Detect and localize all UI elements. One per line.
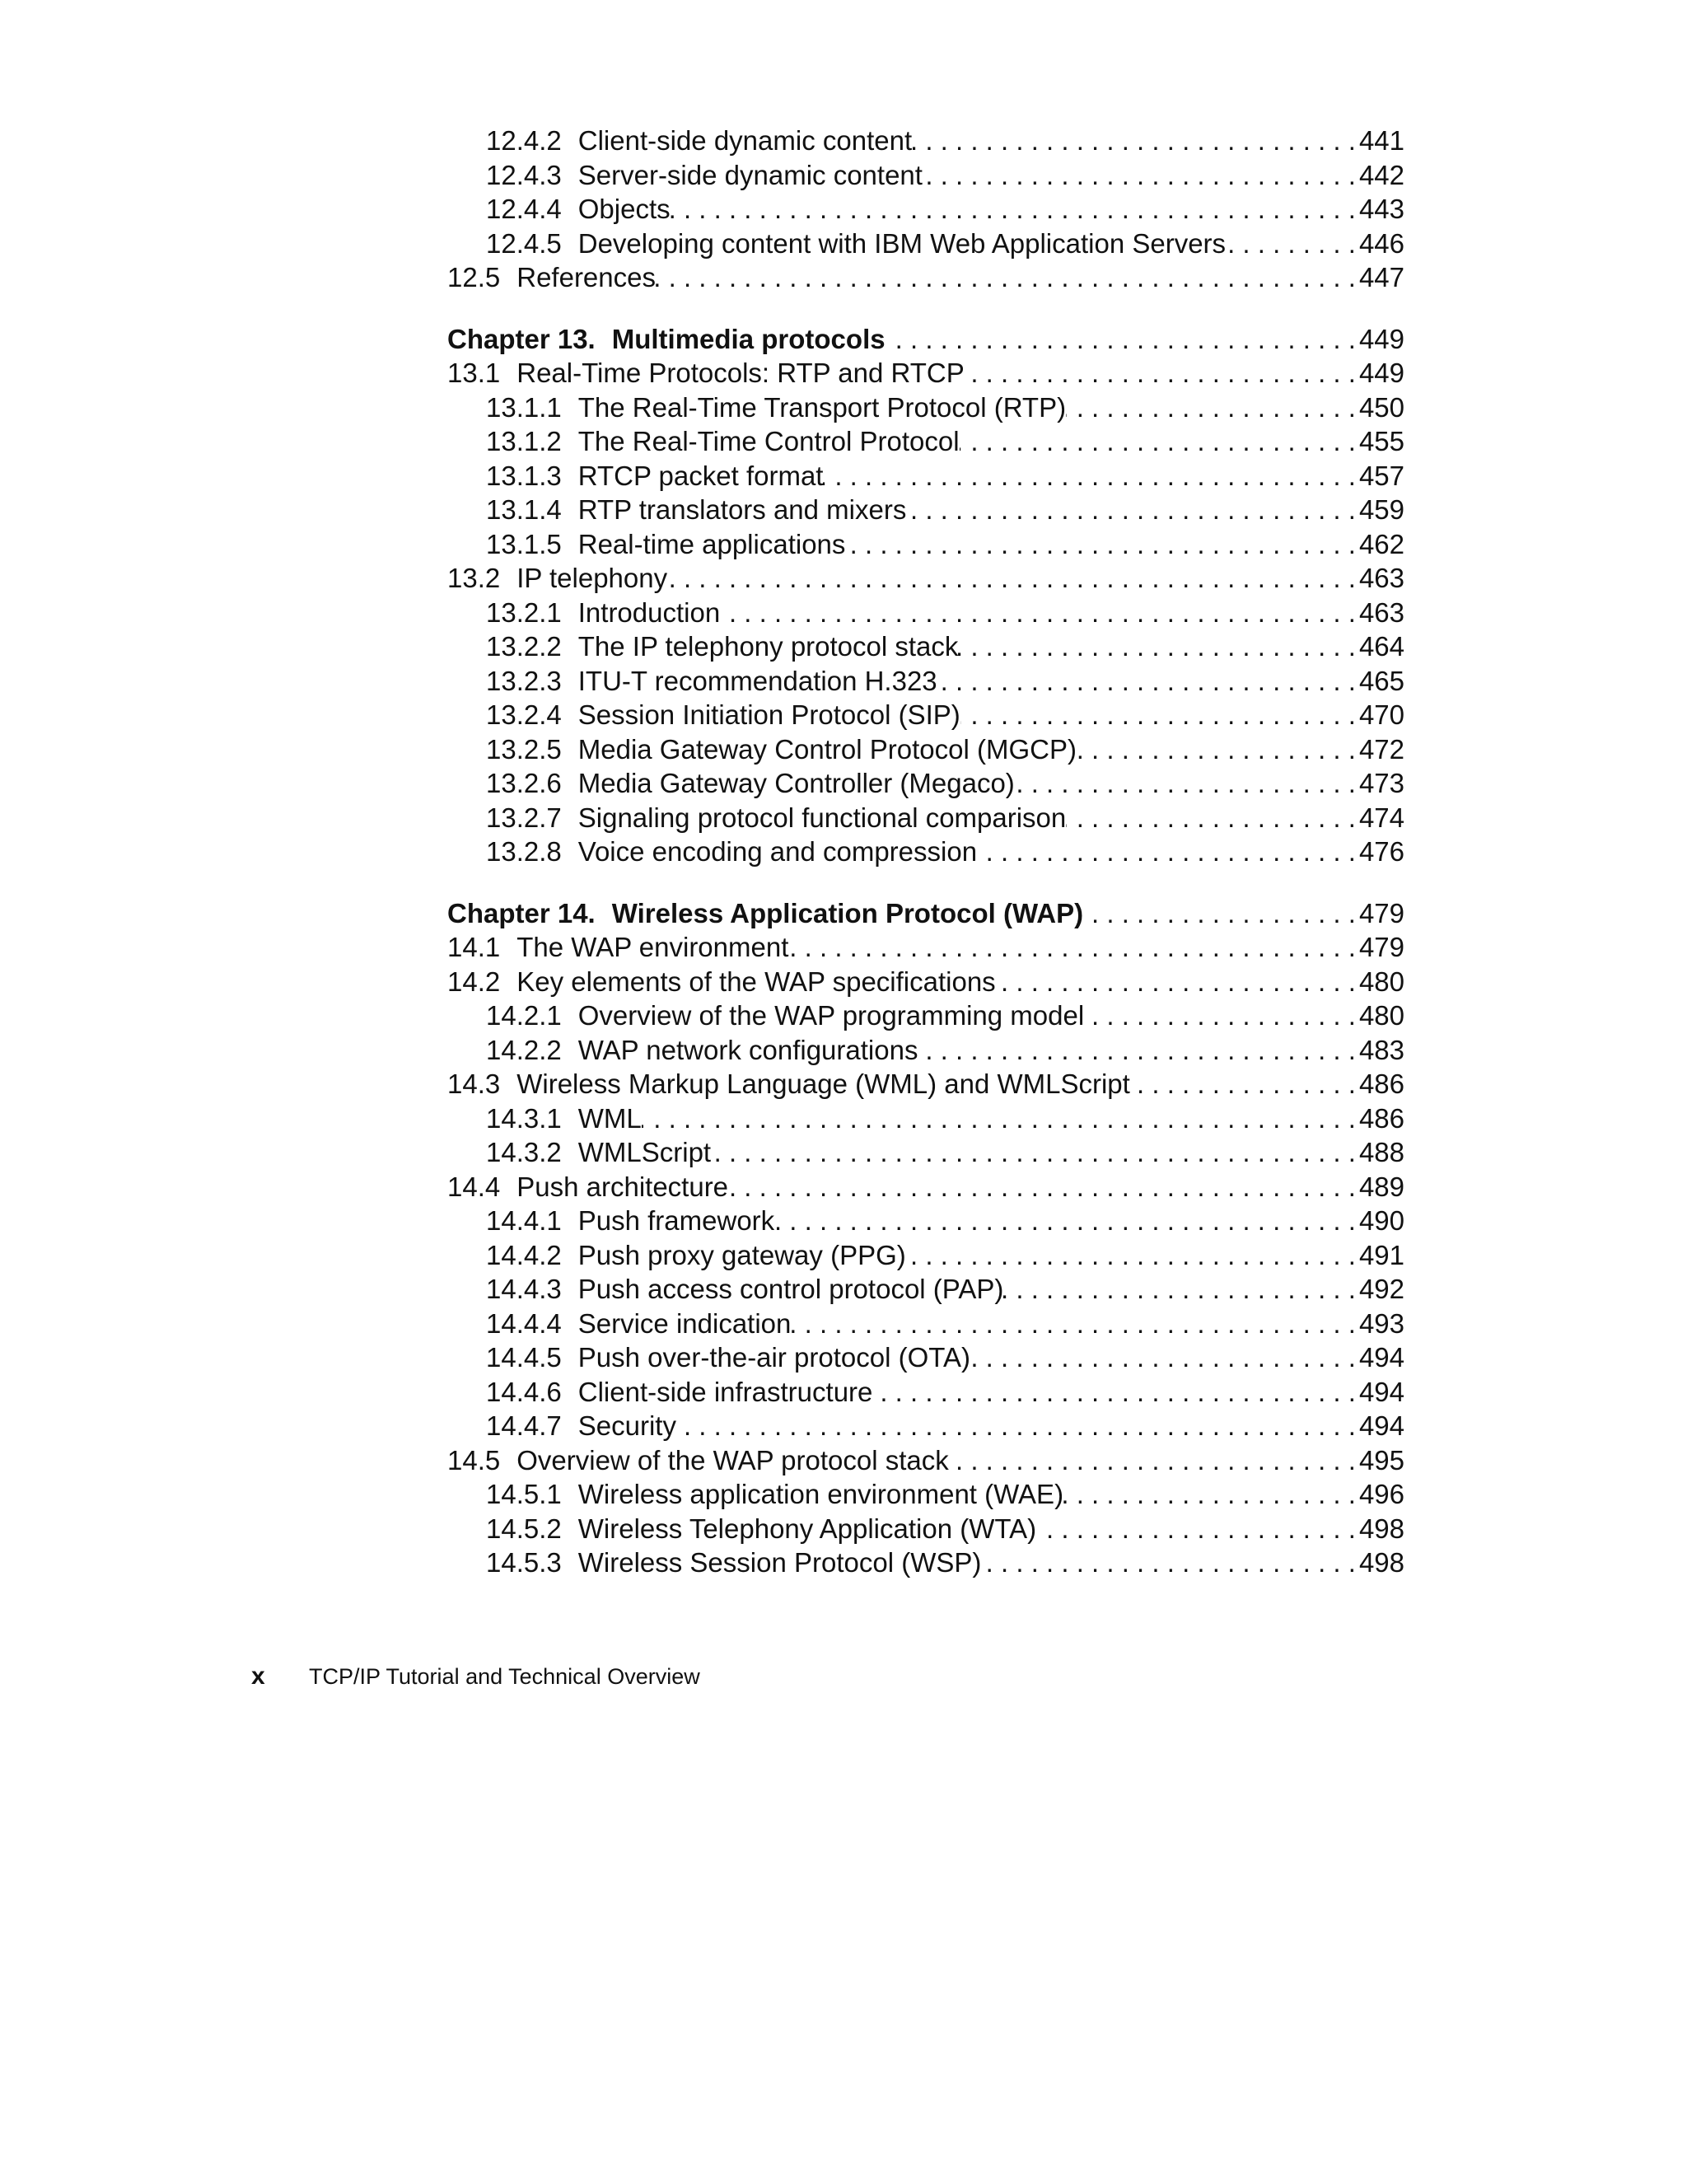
dot-leader [1063, 1477, 1356, 1512]
toc-entry-number: 12.4.3 [486, 159, 562, 190]
toc-entry-number: 14.4.2 [486, 1239, 562, 1270]
toc-entry-number: 13.2.2 [486, 631, 562, 662]
toc-entry-number: 14.4.1 [486, 1205, 562, 1236]
toc-entry[interactable] [447, 561, 1404, 596]
toc-entry-page: 464 [1358, 631, 1404, 662]
dot-leader [1130, 1067, 1356, 1101]
toc-entry[interactable] [447, 930, 1404, 965]
toc-entry-page: 494 [1358, 1410, 1404, 1441]
toc-entry[interactable] [447, 664, 1404, 699]
toc-entry-number: 12.5 [447, 262, 501, 292]
toc-entry-page: 479 [1358, 932, 1404, 962]
toc-entry-title: The Real-Time Transport Protocol (RTP) [577, 391, 1067, 423]
toc-entry-number: 14.4.6 [486, 1376, 562, 1407]
toc-entry[interactable] [447, 227, 1404, 261]
toc-entry-number: 13.2.4 [486, 699, 562, 730]
dot-leader [970, 1340, 1356, 1375]
toc-entry-number: 12.4.2 [486, 125, 562, 156]
dot-leader [958, 629, 1356, 664]
toc-entry-page: 480 [1358, 966, 1404, 997]
toc-entry[interactable] [447, 629, 1404, 664]
dot-leader [960, 698, 1356, 732]
dot-leader [960, 424, 1356, 459]
toc-entry[interactable] [447, 1272, 1404, 1307]
toc-entry[interactable] [447, 1546, 1404, 1580]
toc-entry-number: 13.2.5 [486, 733, 562, 765]
dot-leader [1066, 801, 1356, 835]
dot-leader [1066, 391, 1356, 425]
toc-entry-page: 493 [1358, 1307, 1404, 1339]
dot-leader [1084, 998, 1356, 1033]
toc-entry[interactable] [447, 732, 1404, 767]
book-title: TCP/IP Tutorial and Technical Overview [309, 1664, 700, 1689]
toc-entry-page: 474 [1358, 802, 1404, 833]
toc-entry-title: Push proxy gateway (PPG) [577, 1239, 906, 1270]
toc-entry[interactable] [447, 1135, 1404, 1170]
toc-entry-title: Media Gateway Control Protocol (MGCP) [577, 733, 1077, 765]
dot-leader [918, 1033, 1355, 1068]
page-number: x [251, 1663, 265, 1690]
toc-entry[interactable] [447, 391, 1404, 425]
dot-leader [1036, 1512, 1356, 1546]
toc-entry-page: 442 [1358, 159, 1404, 190]
toc-chapter-entry[interactable] [447, 322, 1404, 357]
table-of-contents [447, 124, 1404, 1580]
toc-entry-page: 463 [1358, 596, 1404, 628]
dot-leader [965, 356, 1356, 391]
toc-entry-title: Signaling protocol functional comparison [577, 802, 1067, 833]
dot-leader [949, 1443, 1356, 1478]
toc-entry-number: 13.1.1 [486, 391, 562, 423]
dot-leader [912, 124, 1356, 158]
toc-entry-page: 465 [1358, 665, 1404, 696]
toc-entry-number: 14.2 [447, 966, 501, 997]
toc-entry-title: ITU-T recommendation H.323 [577, 665, 937, 696]
toc-entry-title: WML [577, 1102, 642, 1134]
toc-entry-page: 494 [1358, 1342, 1404, 1373]
dot-leader [1003, 1272, 1356, 1307]
toc-entry-title: Overview of the WAP protocol stack [516, 1444, 949, 1475]
toc-entry-title: Wireless Telephony Application (WTA) [577, 1513, 1037, 1544]
toc-entry-number: 13.1.3 [486, 460, 562, 491]
toc-entry[interactable] [447, 801, 1404, 835]
toc-entry-number: 13.2.1 [486, 596, 562, 628]
toc-entry[interactable] [447, 1512, 1404, 1546]
toc-entry-title: RTP translators and mixers [577, 494, 907, 525]
toc-entry-number: Chapter 14. [447, 897, 596, 928]
toc-entry-title: Push framework [577, 1205, 775, 1236]
toc-entry-page: 491 [1358, 1239, 1404, 1270]
toc-entry-number: 13.1.4 [486, 494, 562, 525]
toc-entry-page: 450 [1358, 391, 1404, 423]
toc-entry-number: 14.4.5 [486, 1342, 562, 1373]
dot-leader [1015, 766, 1356, 801]
toc-entry-number: 14.2.1 [486, 1000, 562, 1031]
dot-leader [671, 192, 1356, 227]
dot-leader [788, 930, 1356, 965]
toc-entry-number: 13.2.8 [486, 836, 562, 867]
toc-entry-page: 449 [1358, 323, 1404, 354]
dot-leader [996, 965, 1356, 999]
toc-entry-number: 13.1.2 [486, 426, 562, 456]
toc-entry[interactable] [447, 124, 1404, 158]
toc-entry-page: 488 [1358, 1137, 1404, 1167]
toc-entry[interactable] [447, 1204, 1404, 1238]
toc-entry-number: 14.3 [447, 1069, 501, 1099]
toc-entry-title: Multimedia protocols [611, 323, 886, 354]
toc-entry-number: 13.2 [447, 563, 501, 593]
toc-entry-page: 490 [1358, 1205, 1404, 1236]
dot-leader [977, 835, 1356, 869]
dot-leader [711, 1135, 1356, 1170]
toc-entry[interactable] [447, 1101, 1404, 1136]
toc-entry-page: 498 [1358, 1547, 1404, 1578]
toc-entry-title: WAP network configurations [577, 1034, 918, 1065]
toc-entry-number: 14.5.2 [486, 1513, 562, 1544]
toc-entry[interactable] [447, 356, 1404, 391]
toc-entry-title: WMLScript [577, 1137, 712, 1167]
toc-entry-title: Service indication [577, 1307, 792, 1339]
toc-entry[interactable] [447, 527, 1404, 562]
toc-entry[interactable] [447, 965, 1404, 999]
toc-entry-page: 479 [1358, 897, 1404, 928]
toc-entry-number: 14.4.7 [486, 1410, 562, 1441]
toc-entry[interactable] [447, 1307, 1404, 1341]
toc-entry-number: 14.4.4 [486, 1307, 562, 1339]
page-footer [251, 1663, 700, 1691]
toc-entry-title: Voice encoding and compression [577, 836, 978, 867]
toc-entry-number: 13.1.5 [486, 528, 562, 559]
toc-entry-number: 13.2.6 [486, 768, 562, 798]
toc-entry-title: Media Gateway Controller (Megaco) [577, 768, 1015, 798]
dot-leader [906, 493, 1356, 527]
toc-entry-page: 486 [1358, 1069, 1404, 1099]
toc-chapter-entry[interactable] [447, 896, 1404, 931]
toc-entry-page: 480 [1358, 1000, 1404, 1031]
toc-entry-number: 14.5.3 [486, 1547, 562, 1578]
toc-entry-page: 473 [1358, 768, 1404, 798]
toc-entry-title: Client-side infrastructure [577, 1376, 873, 1407]
toc-entry-title: Server-side dynamic content [577, 159, 923, 190]
toc-entry[interactable] [447, 1375, 1404, 1410]
dot-leader [923, 158, 1356, 193]
toc-entry-title: Session Initiation Protocol (SIP) [577, 699, 960, 730]
toc-entry-title: Push over-the-air protocol (OTA) [577, 1342, 970, 1373]
toc-entry-number: 14.5.1 [486, 1479, 562, 1509]
toc-entry-number: 14.5 [447, 1444, 501, 1475]
toc-entry-page: 455 [1358, 426, 1404, 456]
toc-entry[interactable] [447, 835, 1404, 869]
dot-leader [676, 1409, 1356, 1443]
toc-entry-page: 447 [1358, 262, 1404, 292]
toc-entry-number: 13.2.3 [486, 665, 562, 696]
toc-entry-page: 486 [1358, 1102, 1404, 1134]
toc-entry-page: 495 [1358, 1444, 1404, 1475]
dot-leader [937, 664, 1356, 699]
toc-entry-page: 457 [1358, 460, 1404, 491]
toc-entry[interactable] [447, 1033, 1404, 1068]
dot-leader [1226, 227, 1356, 261]
toc-entry[interactable] [447, 192, 1404, 227]
toc-entry-title: Wireless Markup Language (WML) and WMLScript [516, 1069, 1130, 1099]
toc-entry-title: The IP telephony protocol stack [577, 631, 959, 662]
toc-entry-number: 14.2.2 [486, 1034, 562, 1065]
toc-entry-number: 13.1 [447, 358, 501, 388]
toc-entry-title: Push architecture [516, 1171, 729, 1202]
toc-entry-number: 14.4.3 [486, 1274, 562, 1304]
toc-entry[interactable] [447, 1067, 1404, 1101]
toc-entry[interactable] [447, 698, 1404, 732]
dot-leader [1083, 896, 1356, 931]
toc-entry[interactable] [447, 158, 1404, 193]
toc-entry-page: 483 [1358, 1034, 1404, 1065]
toc-entry-title: IP telephony [516, 563, 668, 593]
toc-entry-number: Chapter 13. [447, 323, 596, 354]
toc-entry-title: Wireless Session Protocol (WSP) [577, 1547, 982, 1578]
toc-entry-title: Introduction [577, 596, 721, 628]
toc-entry-page: 459 [1358, 494, 1404, 525]
toc-entry-title: Wireless Application Protocol (WAP) [611, 897, 1084, 928]
toc-entry-number: 14.1 [447, 932, 501, 962]
toc-entry-page: 492 [1358, 1274, 1404, 1304]
toc-entry-page: 446 [1358, 227, 1404, 259]
toc-entry[interactable] [447, 1340, 1404, 1375]
toc-entry-title: Security [577, 1410, 676, 1441]
toc-entry-page: 472 [1358, 733, 1404, 765]
toc-entry-page: 462 [1358, 528, 1404, 559]
toc-entry-title: Real-time applications [577, 528, 846, 559]
toc-entry[interactable] [447, 1443, 1404, 1478]
toc-entry-page: 449 [1358, 358, 1404, 388]
toc-entry-title: Push access control protocol (PAP) [577, 1274, 1004, 1304]
toc-entry-page: 470 [1358, 699, 1404, 730]
toc-entry[interactable] [447, 493, 1404, 527]
toc-entry-title: The WAP environment [516, 932, 789, 962]
dot-leader [728, 1170, 1356, 1204]
dot-leader [656, 260, 1356, 295]
toc-entry-number: 14.3.2 [486, 1137, 562, 1167]
toc-entry-title: Real-Time Protocols: RTP and RTCP [516, 358, 965, 388]
dot-leader [642, 1101, 1356, 1136]
toc-entry-title: Wireless application environment (WAE) [577, 1479, 1064, 1509]
dot-leader [886, 322, 1356, 357]
toc-entry[interactable] [447, 1477, 1404, 1512]
toc-entry-number: 12.4.4 [486, 194, 562, 224]
toc-entry-page: 476 [1358, 836, 1404, 867]
toc-entry-number: 14.3.1 [486, 1102, 562, 1134]
dot-leader [981, 1546, 1356, 1580]
dot-leader [774, 1204, 1356, 1238]
toc-entry-page: 498 [1358, 1513, 1404, 1544]
toc-entry[interactable] [447, 766, 1404, 801]
toc-entry[interactable] [447, 1238, 1404, 1273]
toc-entry-title: References [516, 262, 656, 292]
toc-entry[interactable] [447, 596, 1404, 630]
toc-entry[interactable] [447, 424, 1404, 459]
toc-entry-number: 14.4 [447, 1171, 501, 1202]
dot-leader [823, 459, 1355, 493]
dot-leader [720, 596, 1356, 630]
toc-entry-number: 12.4.5 [486, 227, 562, 259]
dot-leader [872, 1375, 1356, 1410]
toc-entry-number: 13.2.7 [486, 802, 562, 833]
toc-entry[interactable] [447, 1170, 1404, 1204]
toc-entry-title: RTCP packet format [577, 460, 824, 491]
toc-entry-title: Overview of the WAP programming model [577, 1000, 1085, 1031]
dot-leader [667, 561, 1356, 596]
dot-leader [906, 1238, 1356, 1273]
toc-entry[interactable] [447, 459, 1404, 493]
toc-entry[interactable] [447, 998, 1404, 1033]
toc-entry-page: 443 [1358, 194, 1404, 224]
toc-entry-page: 496 [1358, 1479, 1404, 1509]
toc-entry-title: Client-side dynamic content [577, 125, 913, 156]
toc-entry-page: 441 [1358, 125, 1404, 156]
dot-leader [791, 1307, 1356, 1341]
toc-entry-title: Developing content with IBM Web Application Servers [577, 227, 1227, 259]
dot-leader [1077, 732, 1356, 767]
toc-entry[interactable] [447, 1409, 1404, 1443]
toc-entry-title: The Real-Time Control Protocol [577, 426, 960, 456]
toc-entry-page: 494 [1358, 1376, 1404, 1407]
toc-entry[interactable] [447, 260, 1404, 295]
toc-entry-title: Objects [577, 194, 671, 224]
toc-entry-title: Key elements of the WAP specifications [516, 966, 996, 997]
toc-entry-page: 463 [1358, 563, 1404, 593]
dot-leader [845, 527, 1356, 562]
toc-entry-page: 489 [1358, 1171, 1404, 1202]
